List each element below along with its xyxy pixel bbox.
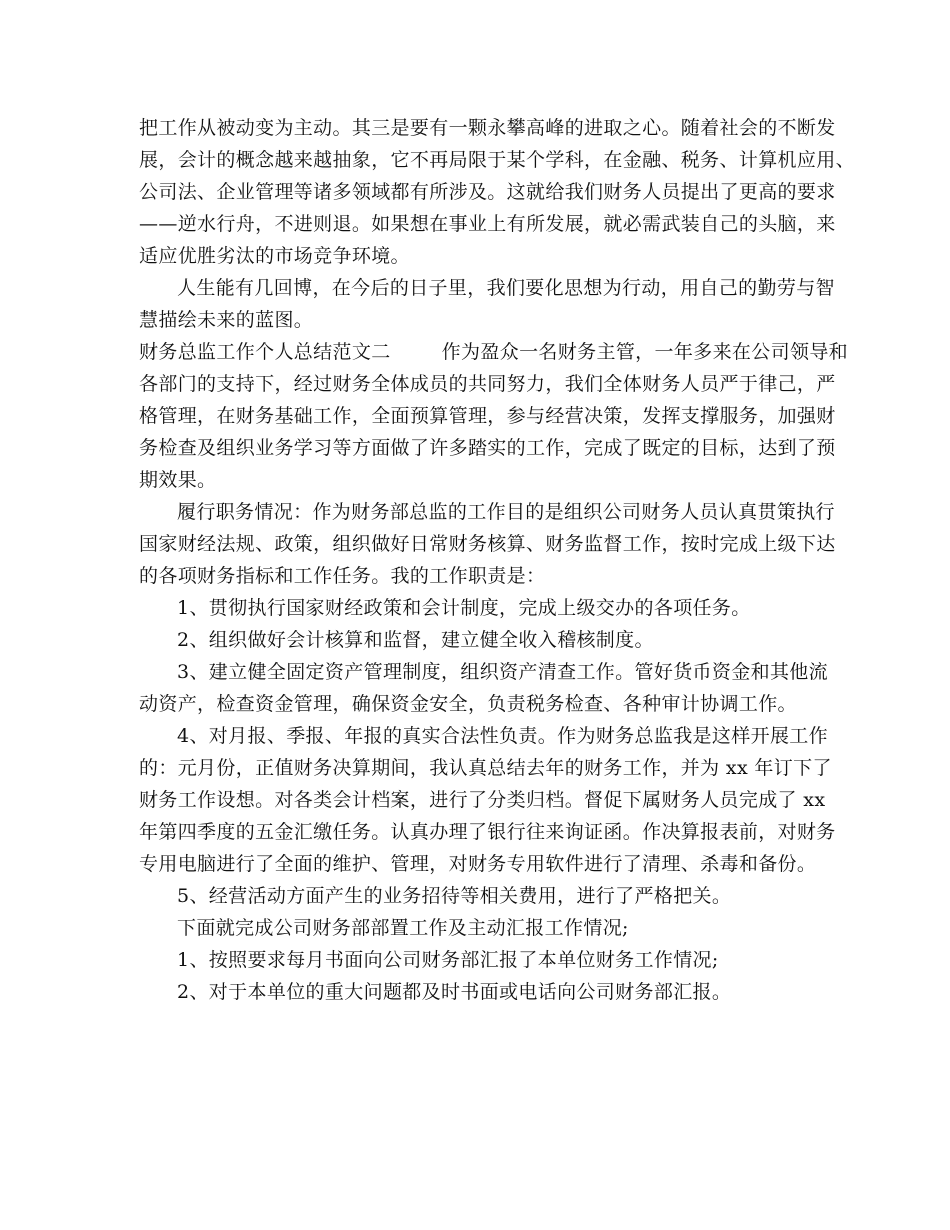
list-item	[139, 976, 815, 1008]
text-line: 适应优胜劣汰的市场竞争环境。	[139, 245, 410, 267]
text-line: 财务工作设想。对各类会计档案，进行了分类归档。督促下属财务人员完成了 xx	[139, 789, 826, 811]
text-line: 的：元月份，正值财务决算期间，我认真总结去年的财务工作，并为 xx 年订下了	[139, 757, 832, 779]
text-line: 各部门的支持下，经过财务全体成员的共同努力，我们全体财务人员严于律己，严	[139, 373, 836, 395]
text-line: 履行职务情况：作为财务部总监的工作目的是组织公司财务人员认真贯策执行	[177, 501, 835, 523]
text-line: 4、对月报、季报、年报的真实合法性负责。作为财务总监我是这样开展工作	[177, 725, 828, 747]
text-line: 1、按照要求每月书面向公司财务部汇报了本单位财务工作情况;	[177, 949, 719, 971]
text-line: 3、建立健全固定资产管理制度，组织资产清查工作。管好货币资金和其他流	[177, 661, 828, 683]
paragraph	[139, 496, 836, 592]
text-line: 年第四季度的五金汇缴任务。认真办理了银行往来询证函。作决算报表前，对财务	[139, 821, 836, 843]
text-line: 务检查及组织业务学习等方面做了许多踏实的工作，完成了既定的目标，达到了预	[139, 437, 836, 459]
text-line: ——逆水行舟，不进则退。如果想在事业上有所发展，就必需武装自己的头脑，来	[139, 213, 836, 235]
section-paragraph	[139, 336, 849, 496]
text-line: 2、对于本单位的重大问题都及时书面或电话向公司财务部汇报。	[177, 981, 732, 1003]
text-line: 把工作从被动变为主动。其三是要有一颗永攀高峰的进取之心。随着社会的不断发	[139, 117, 836, 139]
paragraph	[139, 912, 815, 944]
paragraph	[139, 112, 855, 272]
list-item	[139, 720, 836, 880]
text-line: 人生能有几回博，在今后的日子里，我们要化思想为行动，用自己的勤劳与智	[177, 277, 835, 299]
paragraph	[139, 272, 835, 336]
list-item	[139, 656, 828, 720]
document-body	[139, 112, 855, 1008]
text-line: 的各项财务指标和工作任务。我的工作职责是：	[139, 565, 546, 587]
text-line: 1、贯彻执行国家财经政策和会计制度，完成上级交办的各项任务。	[177, 597, 751, 619]
list-item	[139, 880, 815, 912]
text-line: 国家财经法规、政策，组织做好日常财务核算、财务监督工作，按时完成上级下达	[139, 533, 836, 555]
list-item	[139, 592, 815, 624]
section-heading-line: 财务总监工作个人总结范文二 作为盈众一名财务主管，一年多来在公司领导和	[139, 341, 849, 363]
text-line: 格管理，在财务基础工作，全面预算管理，参与经营决策，发挥支撑服务，加强财	[139, 405, 836, 427]
list-item	[139, 624, 815, 656]
text-line: 期效果。	[139, 469, 217, 491]
text-line: 展，会计的概念越来越抽象，它不再局限于某个学科，在金融、税务、计算机应用、	[139, 149, 855, 171]
text-line: 下面就完成公司财务部部置工作及主动汇报工作情况;	[177, 917, 629, 939]
text-line: 2、组织做好会计核算和监督，建立健全收入稽核制度。	[177, 629, 654, 651]
text-line: 动资产，检查资金管理，确保资金安全，负责税务检查、各种审计协调工作。	[139, 693, 797, 715]
text-line: 专用电脑进行了全面的维护、管理，对财务专用软件进行了清理、杀毒和备份。	[139, 853, 817, 875]
text-line: 公司法、企业管理等诸多领域都有所涉及。这就给我们财务人员提出了更高的要求	[139, 181, 836, 203]
text-line: 5、经营活动方面产生的业务招待等相关费用，进行了严格把关。	[177, 885, 732, 907]
text-line: 慧描绘未来的蓝图。	[139, 309, 314, 331]
list-item	[139, 944, 815, 976]
